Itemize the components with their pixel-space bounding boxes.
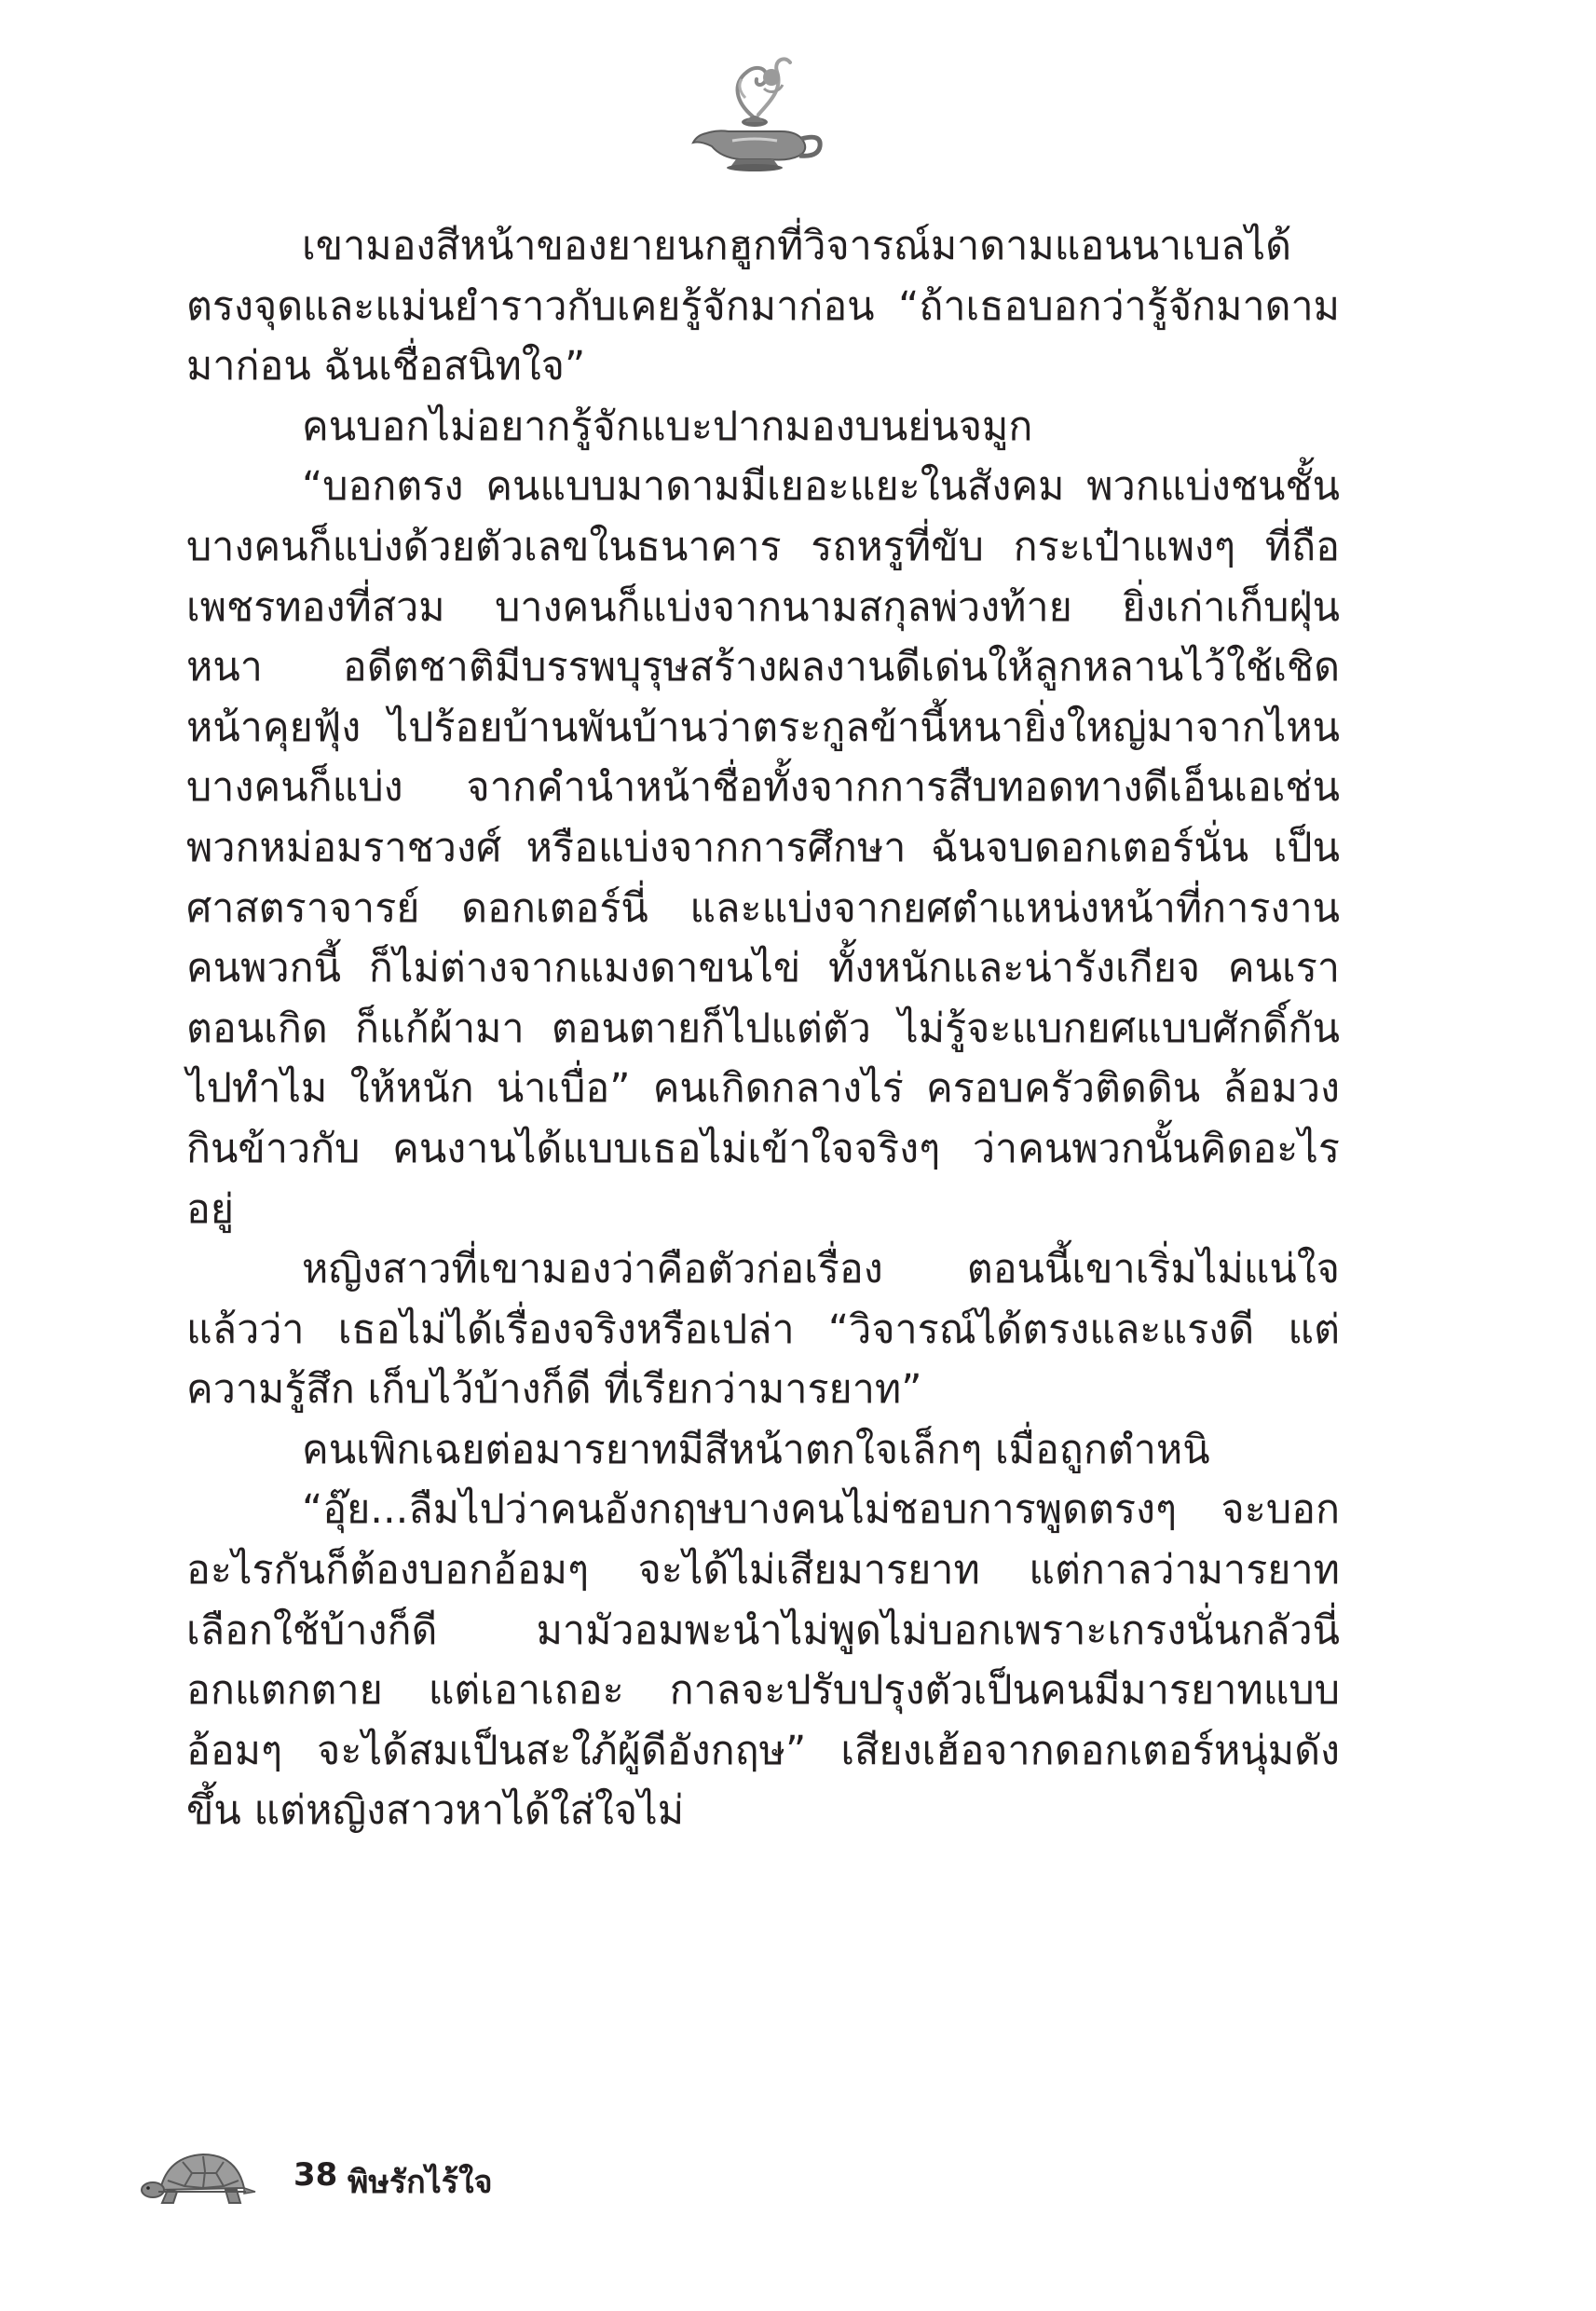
paragraph: หญิงสาวที่เขามองว่าคือตัวก่อเรื่อง ตอนนี้เขาเริ่มไม่แน่ใจแล้วว่า เธอไม่ได้เรื่องจริงหรือเปล่า “วิจารณ์ได้ตรงและแรงดี แต่ความรู้สึก เก็บไว้บ้างก็ดี ที่เรียกว่ามารยาท” [186, 1246, 1340, 1414]
paragraph: คนเพิกเฉยต่อมารยาทมีสีหน้าตกใจเล็กๆ เมื่อถูกตำหนิ [302, 1426, 1210, 1473]
genie-lamp-icon [680, 51, 829, 177]
turtle-icon [140, 2143, 261, 2210]
paragraph: เขามองสีหน้าของยายนกฮูกที่วิจารณ์มาดามแอนนาเบลได้ตรงจุดและแม่นยำราวกับเคยรู้จักมาก่อน “ถ้าเธอบอกว่ารู้จักมาดามมาก่อน ฉันเชื่อสนิทใจ” [186, 223, 1340, 390]
paragraph: คนบอกไม่อยากรู้จักแบะปากมองบนย่นจมูก [302, 403, 1033, 450]
paragraph: “อุ๊ย...ลืมไปว่าคนอังกฤษบางคนไม่ชอบการพูดตรงๆ จะบอก อะไรกันก็ต้องบอกอ้อมๆ จะได้ไม่เสียมารยาท แต่กาลว่ามารยาท เลือกใช้บ้างก็ดี มามัวอมพะนำไม่พูดไม่บอกเพราะเกรงนั่นกลัวนี่ อกแตกตาย แต่เอาเถอะ กาลจะปรับปรุงตัวเป็นคนมีมารยาทแบบ อ้อมๆ จะได้สมเป็นสะใภ้ผู้ดีอังกฤษ” เสียงเฮ้อจากดอกเตอร์หนุ่มดังขึ้น แต่หญิงสาวหาได้ใส่ใจไม่ [186, 1486, 1340, 1835]
page-number: 38 [293, 2156, 338, 2194]
paragraph: “บอกตรง คนแบบมาดามมีเยอะแยะในสังคม พวกแบ่งชนชั้น บางคนก็แบ่งด้วยตัวเลขในธนาคาร รถหรูที่ขับ กระเป๋าแพงๆ ที่ถือ เพชรทองที่สวม บางคนก็แบ่งจากนามสกุลพ่วงท้าย ยิ่งเก่าเก็บฝุ่นหนา อดีตชาติมีบรรพบุรุษสร้างผลงานดีเด่นให้ลูกหลานไว้ใช้เชิดหน้าคุยฟุ้ง ไปร้อยบ้านพันบ้านว่าตระกูลข้านี้หนายิ่งใหญ่มาจากไหน บางคนก็แบ่ง จากคำนำหน้าชื่อทั้งจากการสืบทอดทางดีเอ็นเอเช่นพวกหม่อมราชวงศ์ หรือแบ่งจากการศึกษา ฉันจบดอกเตอร์นั่น เป็นศาสตราจารย์ ดอกเตอร์นี่ และแบ่งจากยศตำแหน่งหน้าที่การงาน คนพวกนี้ ก็ไม่ต่างจากแมงดาขนไข่ ทั้งหนักและน่ารังเกียจ คนเราตอนเกิด ก็แก้ผ้ามา ตอนตายก็ไปแต่ตัว ไม่รู้จะแบกยศแบบศักดิ์กันไปทำไม ให้หนัก น่าเบื่อ” คนเกิดกลางไร่ ครอบครัวติดดิน ล้อมวงกินข้าวกับ คนงานได้แบบเธอไม่เข้าใจจริงๆ ว่าคนพวกนั้นคิดอะไรอยู่ [186, 463, 1340, 1233]
page-footer [140, 2143, 699, 2218]
body-text [186, 216, 1340, 1841]
book-title: พิษรักไร้ใจ [348, 2164, 493, 2201]
